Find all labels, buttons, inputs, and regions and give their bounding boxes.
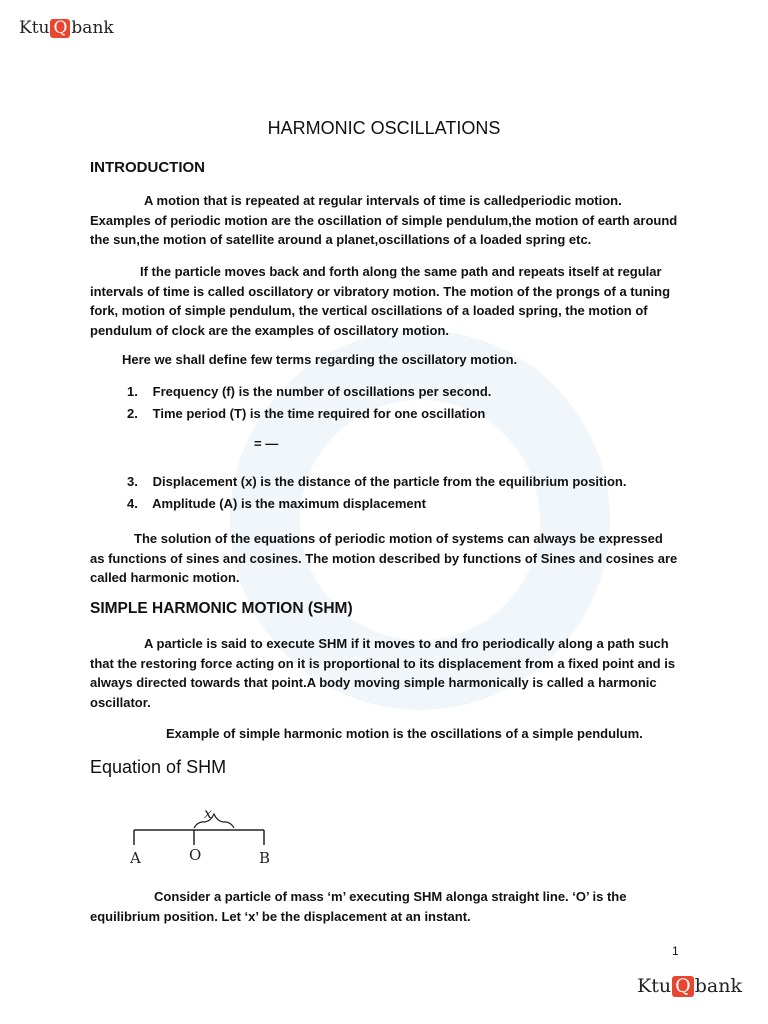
shm-line-diagram — [120, 800, 290, 870]
equation-of-shm-heading: Equation of SHM — [90, 757, 227, 777]
harmonic-motion-paragraph: The solution of the equations of periodic motion of systems can always be expressed as functions of sines and cosines. The motion described by functions of Sines and cosines are called harmonic motion. — [90, 531, 678, 585]
logo-text-ktu: Ktu — [19, 18, 50, 38]
term-item-frequency: 1. Frequency (f) is the number of oscillations per second. — [127, 384, 492, 399]
shm-paragraph-2: Example of simple harmonic motion is the oscillations of a simple pendulum. — [166, 726, 643, 741]
diagram-label-o: O — [189, 846, 202, 864]
equation-paragraph: Consider a particle of mass ‘m’ executing SHM alonga straight line. ‘O’ is the equilibrium position. Let ‘x’ be the displacement at an instant. — [90, 889, 627, 924]
document-title: HARMONIC OSCILLATIONS — [267, 118, 501, 138]
diagram-label-b: B — [259, 849, 271, 867]
introduction-heading: INTRODUCTION — [90, 159, 205, 176]
diagram-brace — [194, 814, 234, 828]
intro-paragraph-2: If the particle moves back and forth along the same path and repeats itself at regular intervals of time is called oscillatory or vibratory motion. The motion of the prongs of a tuning fork, motion of simple pendulum, the vertical oscillations of a loaded spring, the motion of pendulum of clock are the examples of oscillatory motion. — [90, 264, 671, 338]
logo-q-badge: Q — [672, 976, 694, 997]
term-item-displacement: 3. Displacement (x) is the distance of the particle from the equilibrium position. — [127, 474, 627, 489]
term-item-amplitude: 4. Amplitude (A) is the maximum displacement — [127, 496, 426, 511]
logo-q-badge: Q — [50, 19, 70, 38]
logo-text-ktu: Ktu — [637, 975, 672, 997]
diagram-label-a: A — [130, 849, 141, 867]
page-number: 1 — [672, 944, 679, 958]
ktuqbank-logo-footer[interactable] — [637, 975, 742, 997]
terms-list-b — [127, 472, 626, 516]
intro-paragraph-1: A motion that is repeated at regular intervals of time is calledperiodic motion. Examples of periodic motion are the oscillation of simple pendulum,the motion of earth around the sun,the motion of satellite around a planet,oscillations of a loaded spring etc. — [90, 193, 678, 247]
shm-heading: SIMPLE HARMONIC MOTION (SHM) — [90, 600, 353, 617]
intro-paragraph-3: Here we shall define few terms regarding the oscillatory motion. — [122, 352, 518, 367]
time-period-formula: = — — [254, 436, 279, 451]
diagram-label-x: x — [204, 806, 212, 822]
logo-text-bank: bank — [71, 18, 114, 38]
ktuqbank-logo-header[interactable] — [19, 18, 114, 38]
shm-paragraph-1: A particle is said to execute SHM if it moves to and fro periodically along a path such that the restoring force acting on it is proportional to its displacement from a fixed point and is always directed towards that point.A body moving simple harmonically is called a harmonic oscillator. — [90, 636, 676, 710]
logo-text-bank: bank — [694, 975, 742, 997]
terms-list-a — [127, 382, 491, 426]
term-item-time-period: 2. Time period (T) is the time required for one oscillation — [127, 406, 486, 421]
